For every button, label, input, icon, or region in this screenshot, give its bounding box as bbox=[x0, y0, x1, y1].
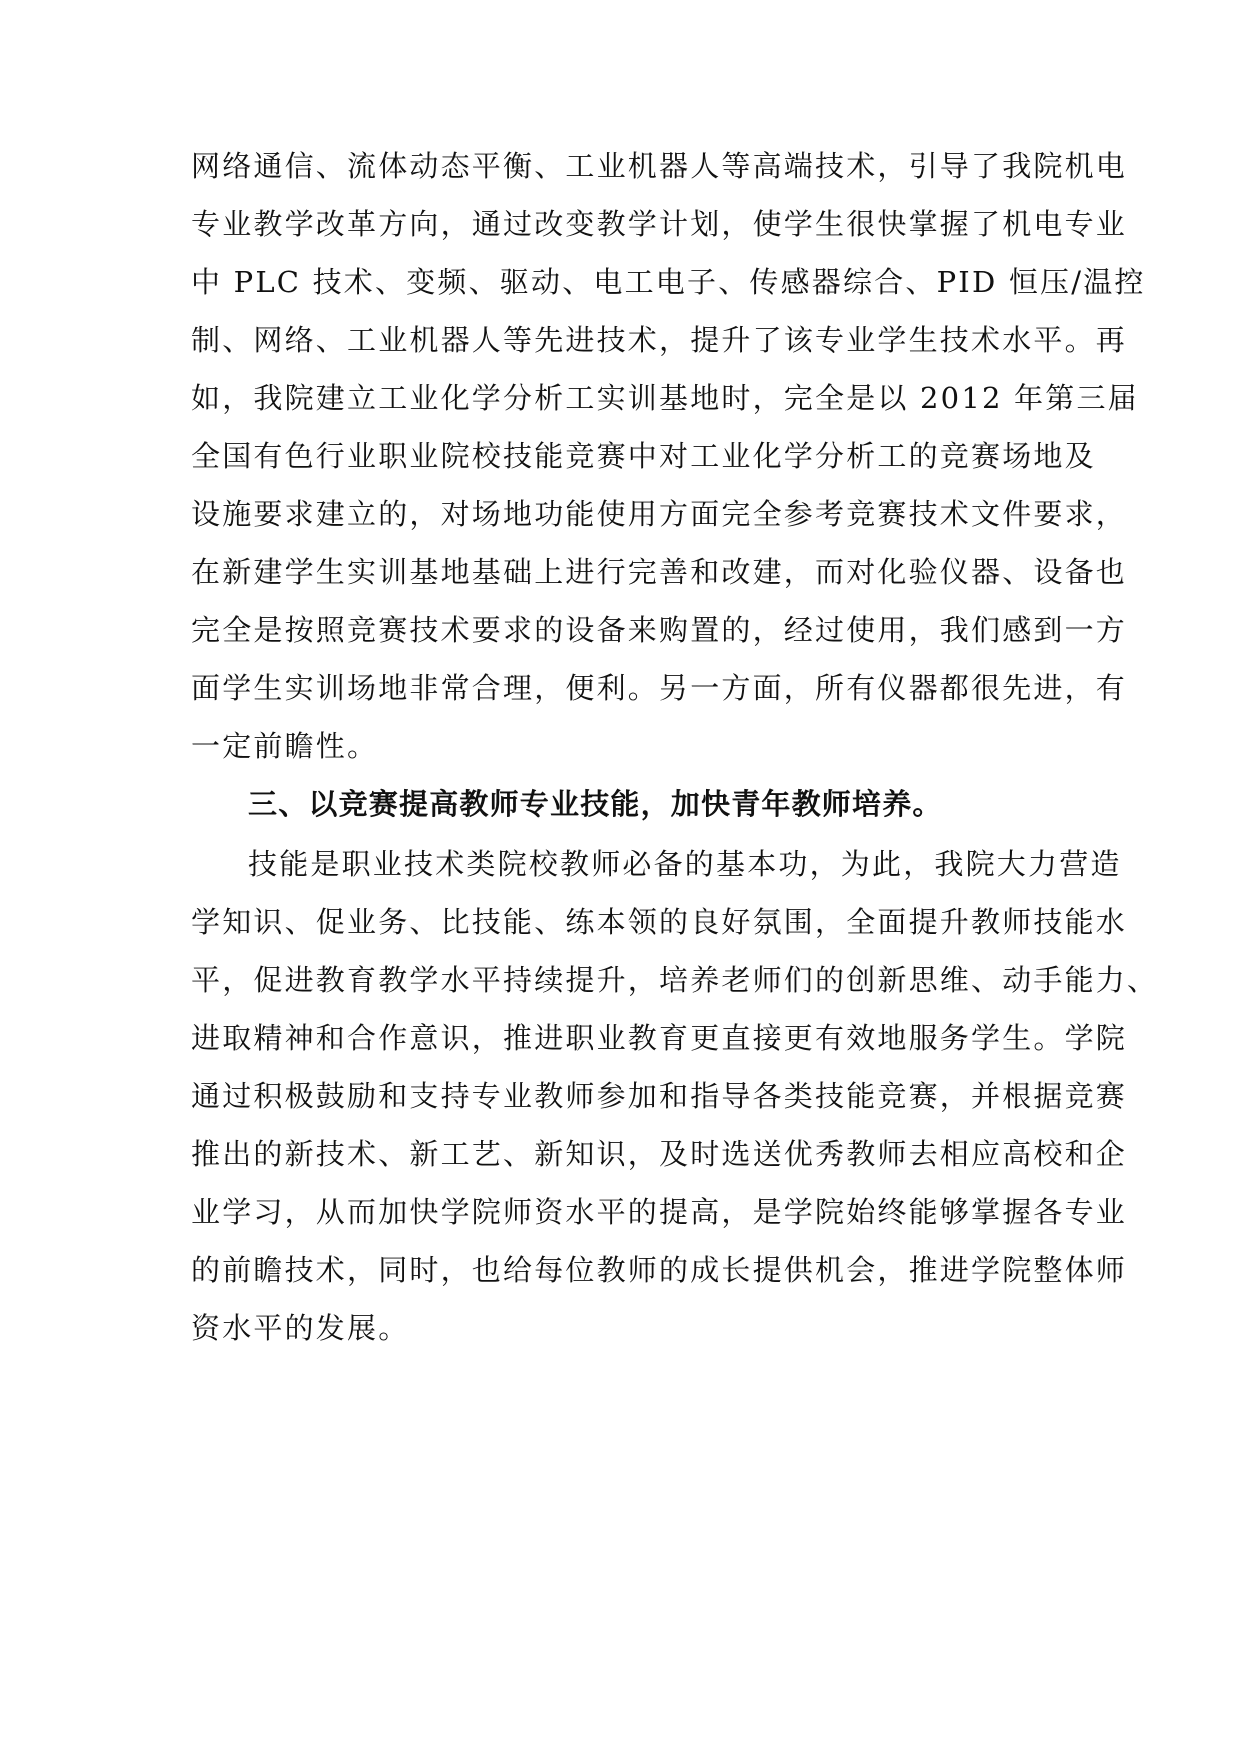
text-line: 中 PLC 技术、变频、驱动、电工电子、传感器综合、PID 恒压/温控 bbox=[191, 265, 1146, 299]
text-line: 业学习，从而加快学院师资水平的提高，是学院始终能够掌握各专业 bbox=[191, 1195, 1128, 1229]
text-line: 设施要求建立的，对场地功能使用方面完全参考竞赛技术文件要求， bbox=[191, 497, 1128, 531]
text-line: 通过积极鼓励和支持专业教师参加和指导各类技能竞赛，并根据竞赛 bbox=[191, 1079, 1128, 1113]
text-line: 的前瞻技术，同时，也给每位教师的成长提供机会，推进学院整体师 bbox=[191, 1253, 1128, 1287]
text-line: 如，我院建立工业化学分析工实训基地时，完全是以 2012 年第三届 bbox=[191, 381, 1139, 415]
text-line: 一定前瞻性。 bbox=[191, 729, 379, 763]
text-line: 网络通信、流体动态平衡、工业机器人等高端技术，引导了我院机电 bbox=[191, 149, 1128, 183]
text-line: 推出的新技术、新工艺、新知识，及时选送优秀教师去相应高校和企 bbox=[191, 1137, 1128, 1171]
text-line: 面学生实训场地非常合理，便利。另一方面，所有仪器都很先进，有 bbox=[191, 671, 1128, 705]
text-line: 在新建学生实训基地基础上进行完善和改建，而对化验仪器、设备也 bbox=[191, 555, 1128, 589]
text-line: 资水平的发展。 bbox=[191, 1311, 410, 1345]
text-line: 专业教学改革方向，通过改变教学计划，使学生很快掌握了机电专业 bbox=[191, 207, 1128, 241]
text-line: 完全是按照竞赛技术要求的设备来购置的，经过使用，我们感到一方 bbox=[191, 613, 1128, 647]
text-line: 平，促进教育教学水平持续提升，培养老师们的创新思维、动手能力、 bbox=[191, 963, 1159, 997]
section-heading: 三、以竞赛提高教师专业技能，加快青年教师培养。 bbox=[248, 787, 943, 821]
text-line: 全国有色行业职业院校技能竞赛中对工业化学分析工的竞赛场地及 bbox=[191, 439, 1096, 473]
text-line: 技能是职业技术类院校教师必备的基本功，为此，我院大力营造 bbox=[248, 847, 1122, 881]
text-line: 进取精神和合作意识，推进职业教育更直接更有效地服务学生。学院 bbox=[191, 1021, 1128, 1055]
text-line: 学知识、促业务、比技能、练本领的良好氛围，全面提升教师技能水 bbox=[191, 905, 1128, 939]
text-line: 制、网络、工业机器人等先进技术，提升了该专业学生技术水平。再 bbox=[191, 323, 1128, 357]
